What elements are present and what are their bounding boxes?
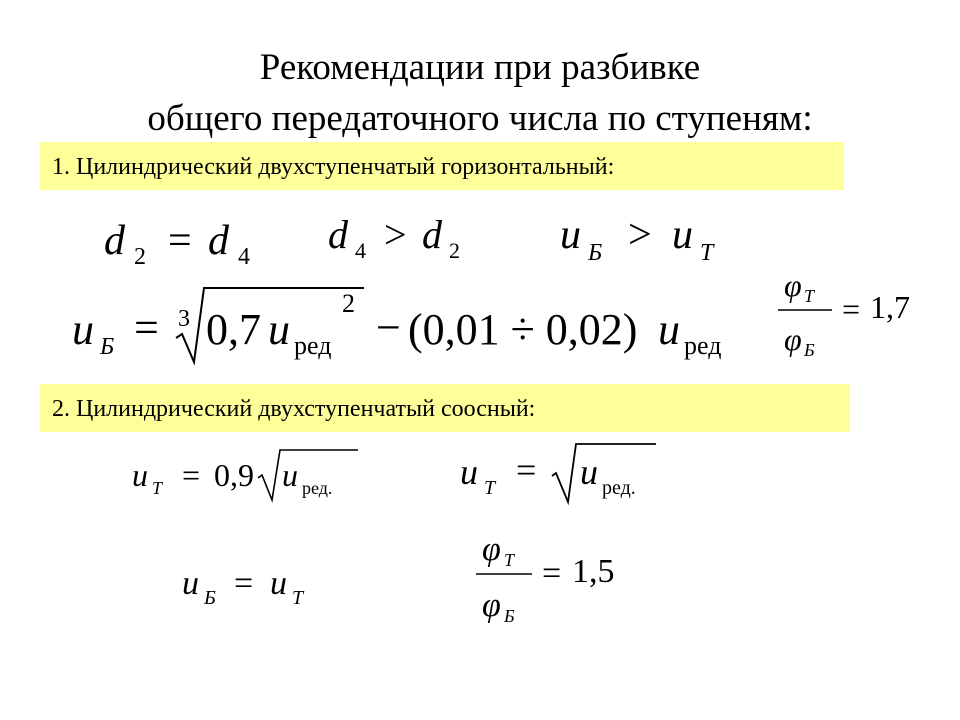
f6-var: u [282, 457, 298, 493]
f5-value: 1,7 [870, 289, 910, 325]
f4-var: u [268, 305, 290, 354]
f8-eq: = [234, 565, 254, 602]
f3-a-sub: Б [588, 240, 603, 266]
f4-eq: = [134, 303, 159, 352]
f1-a-sub: 2 [134, 244, 146, 270]
section-2-heading: 2. Цилиндрический двухступенчатый соосный: [40, 384, 850, 432]
slide-title [0, 42, 960, 144]
f4-minus: − [376, 303, 401, 352]
formula-d4-gt-d2 [328, 210, 488, 266]
f6-lhs: u [132, 457, 148, 493]
f8-lhs-sub: Б [204, 587, 216, 609]
formula-ut-0-9-sqrt [132, 440, 372, 510]
f3-a: u [560, 212, 581, 258]
f4-lhs: u [72, 305, 94, 354]
formula-ub-eq-ut [182, 558, 332, 614]
f2-b-sub: 2 [449, 238, 460, 263]
formula-ub-gt-ut [560, 210, 740, 266]
f7-eq: = [516, 450, 537, 490]
f7-var-sub: ред. [602, 477, 636, 499]
f2-op: > [384, 212, 407, 257]
title-line-2: общего передаточного числа по ступеням: [147, 98, 813, 139]
f4-lhs-sub: Б [100, 334, 115, 360]
f4-tail-sub: ред [684, 331, 722, 360]
f9-value: 1,5 [572, 553, 615, 590]
f6-lhs-sub: T [152, 478, 163, 498]
f7-lhs-sub: T [484, 477, 496, 499]
f6-eq: = [182, 457, 201, 493]
formula-ub-cubic-root [72, 280, 742, 366]
f9-den: φ [482, 587, 501, 624]
formula-phi-ratio-1-5 [474, 528, 644, 634]
f4-var-sub: ред [294, 331, 332, 360]
f2-b: d [422, 212, 442, 257]
f9-eq: = [542, 555, 562, 592]
f9-num-sub: T [504, 550, 515, 570]
f7-lhs: u [460, 452, 478, 492]
f6-var-sub: ред. [302, 478, 333, 498]
f3-b: u [672, 212, 693, 258]
f3-b-sub: T [700, 240, 714, 266]
formula-ut-sqrt [460, 436, 680, 510]
f1-op: = [168, 218, 192, 264]
f1-a: d [104, 218, 125, 264]
f9-num: φ [482, 531, 501, 568]
f5-den: φ [784, 321, 802, 357]
formula-phi-ratio-1-7 [776, 266, 936, 366]
f3-op: > [628, 212, 652, 258]
f7-var: u [580, 452, 598, 492]
f8-rhs-sub: T [292, 587, 304, 609]
f4-range: (0,01 ÷ 0,02) [408, 305, 638, 354]
f2-a-sub: 4 [355, 238, 366, 263]
f5-eq: = [842, 291, 861, 327]
section-1-heading: 1. Цилиндрический двухступенчатый горизонтальный: [40, 142, 844, 190]
f5-den-sub: Б [804, 340, 815, 360]
f4-power: 2 [342, 289, 355, 318]
f5-num: φ [784, 267, 802, 303]
f5-num-sub: T [804, 286, 815, 306]
f4-coef: 0,7 [206, 305, 261, 354]
f4-root-index: 3 [178, 306, 190, 332]
f9-den-sub: Б [504, 606, 515, 626]
formula-d2-eq-d4 [104, 212, 274, 268]
f6-coef: 0,9 [214, 457, 254, 493]
f4-tail-var: u [658, 305, 680, 354]
f1-b-sub: 4 [238, 244, 250, 270]
title-line-1: Рекомендации при разбивке [259, 47, 701, 88]
f8-lhs: u [182, 565, 199, 602]
f2-a: d [328, 212, 348, 257]
f1-b: d [208, 218, 229, 264]
f8-rhs: u [270, 565, 287, 602]
